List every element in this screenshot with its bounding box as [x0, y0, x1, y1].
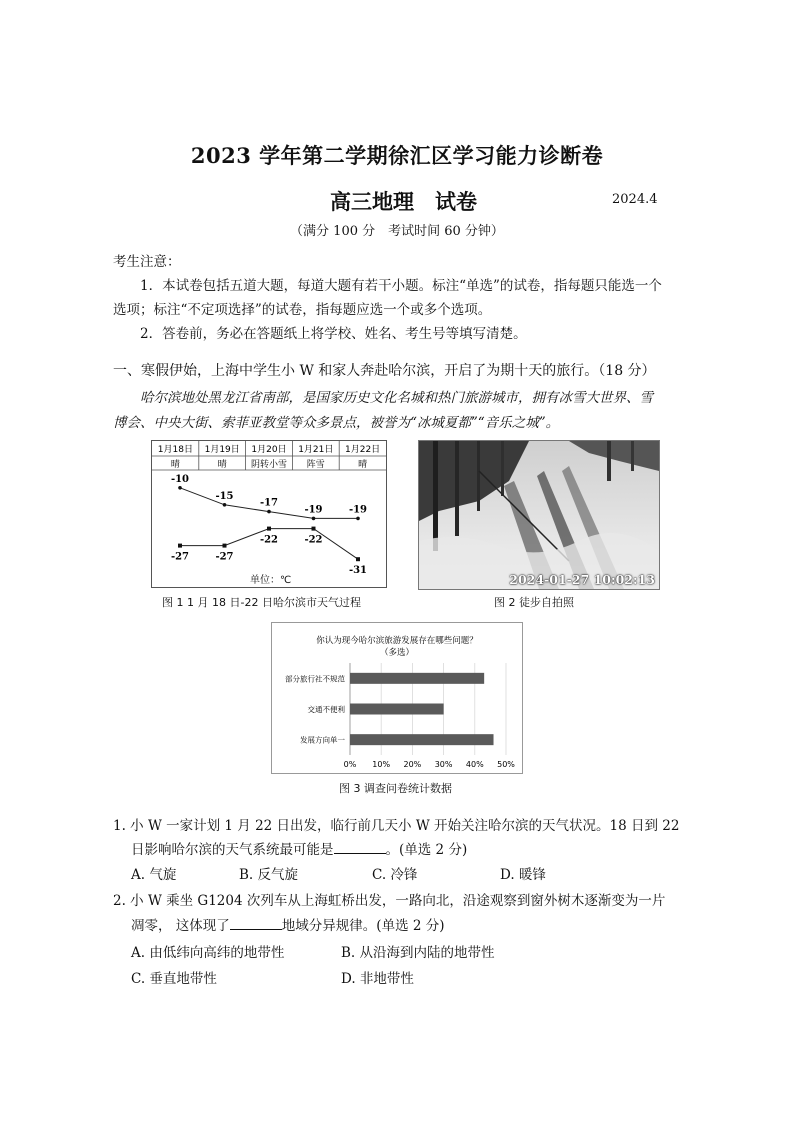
- weather-data-label: -27: [170, 551, 190, 563]
- weather-low-point: [312, 527, 316, 531]
- section-1-intro-line-1: 哈尔滨地处黑龙江省南部，是国家历史文化名城和热门旅游城市，拥有冰雪大世界、雪: [140, 390, 653, 406]
- notice-item-2: 2．答卷前，务必在答题纸上将学校、姓名、考生号等填写清楚。: [140, 326, 527, 342]
- survey-category-label: 发展方向单一: [300, 735, 345, 745]
- question-2-stem-b: 地域分异规律。(单选 2 分): [281, 918, 445, 934]
- weather-condition-label: 晴: [170, 460, 180, 470]
- weather-low-point: [178, 544, 182, 548]
- weather-high-point: [267, 510, 271, 514]
- survey-x-tick-label: 40%: [465, 760, 484, 769]
- question-1-option-c[interactable]: C. 冷锋: [372, 867, 418, 883]
- survey-chart-subtitle: （多选）: [379, 648, 415, 658]
- notice-item-1-line-1: 1．本试卷包括五道大题，每道大题有若干小题。标注“单选”的试卷，指每题只能选一个: [140, 278, 662, 294]
- question-2-line-2: [131, 916, 445, 936]
- weather-date-label: 1月21日: [298, 445, 334, 455]
- exam-subtitle: 高三地理 试卷: [330, 189, 477, 214]
- question-1-line-1: 1. 小 W 一家计划 1 月 22 日出发，临行前几天小 W 开始关注哈尔滨的天气状况。18 日到 22: [113, 818, 680, 834]
- question-2-option-b[interactable]: B. 从沿海到内陆的地带性: [341, 945, 495, 961]
- question-1-line-2: [131, 840, 467, 860]
- weather-condition-label: 晴: [358, 460, 368, 470]
- figure-3-caption: 图 3 调查问卷统计数据: [339, 782, 452, 795]
- weather-condition-label: 阴转小雪: [250, 460, 288, 470]
- notice-item-1-line-2: 选项；标注“不定项选择”的试卷，指每题应选一个或多个选项。: [113, 302, 492, 318]
- question-2-answer-blank[interactable]: [230, 917, 282, 930]
- section-1-heading: 一、寒假伊始，上海中学生小 W 和家人奔赴哈尔滨，开启了为期十天的旅行。（18 分）: [113, 363, 656, 379]
- question-2-stem-a: 凋零， 这体现了: [131, 918, 230, 934]
- photo-timestamp: 2024-01-27 10:02:13: [509, 572, 655, 587]
- question-1-stem-a: 日影响哈尔滨的天气系统最可能是: [131, 842, 334, 858]
- survey-x-tick-label: 20%: [403, 760, 422, 769]
- survey-category-label: 部分旅行社不规范: [285, 674, 345, 684]
- weather-data-label: -19: [348, 504, 368, 516]
- weather-data-label: -15: [215, 490, 234, 502]
- exam-date: 2024.4: [612, 192, 658, 207]
- question-2-option-d[interactable]: D. 非地带性: [341, 971, 414, 987]
- survey-chart: [271, 622, 523, 774]
- survey-bar: [350, 734, 494, 745]
- section-1-intro-line-2: 博会、中央大街、索菲亚教堂等众多景点，被誉为“冰城夏都”“音乐之城”。: [113, 415, 560, 431]
- weather-date-label: 1月19日: [204, 445, 240, 455]
- weather-data-label: -27: [215, 551, 234, 563]
- weather-chart-svg: [152, 441, 386, 587]
- survey-bar: [350, 704, 444, 715]
- weather-high-point: [223, 503, 227, 507]
- weather-chart-unit: 单位：℃: [250, 575, 292, 586]
- question-1-option-d[interactable]: D. 暖锋: [500, 867, 546, 883]
- question-2-option-c[interactable]: C. 垂直地带性: [131, 971, 217, 987]
- survey-x-tick-label: 30%: [434, 760, 453, 769]
- exam-info: （满分 100 分 考试时间 60 分钟）: [290, 224, 504, 239]
- survey-bar: [350, 673, 484, 684]
- weather-high-point: [356, 517, 360, 521]
- hiking-selfie-photo: [418, 440, 660, 590]
- weather-condition-label: 阵雪: [306, 460, 325, 470]
- question-2-line-1: 2. 小 W 乘坐 G1204 次列车从上海虹桥出发，一路向北，沿途观察到窗外树木逐渐变为一片: [113, 893, 666, 909]
- figure-1-caption: 图 1 1 月 18 日-22 日哈尔滨市天气过程: [162, 596, 361, 609]
- weather-low-point: [267, 527, 271, 531]
- survey-chart-title: 你认为现今哈尔滨旅游发展存在哪些问题？: [316, 636, 478, 646]
- snow-forest-illustration: [419, 441, 659, 589]
- weather-data-label: -22: [304, 534, 323, 546]
- question-1-option-a[interactable]: A. 气旋: [131, 867, 177, 883]
- weather-data-label: -22: [259, 534, 279, 546]
- survey-x-tick-label: 10%: [372, 760, 391, 769]
- question-2-option-a[interactable]: A. 由低纬向高纬的地带性: [131, 945, 285, 961]
- weather-data-label: -10: [170, 473, 190, 485]
- weather-data-label: -31: [348, 565, 368, 577]
- notice-heading: 考生注意：: [113, 254, 181, 270]
- weather-chart: [151, 440, 387, 588]
- weather-high-point: [312, 517, 316, 521]
- question-1-answer-blank[interactable]: [334, 841, 386, 854]
- survey-category-label: 交通不便利: [307, 705, 345, 714]
- weather-date-label: 1月18日: [157, 445, 193, 455]
- exam-title: 2023 学年第二学期徐汇区学习能力诊断卷: [190, 143, 604, 168]
- survey-x-tick-label: 50%: [497, 760, 515, 769]
- weather-date-label: 1月22日: [345, 445, 381, 455]
- survey-chart-svg: [272, 623, 522, 773]
- weather-condition-label: 晴: [217, 460, 227, 470]
- weather-low-point: [356, 557, 360, 561]
- weather-high-point: [178, 486, 182, 490]
- figure-2-caption: 图 2 徒步自拍照: [494, 596, 574, 609]
- weather-data-label: -17: [259, 497, 279, 509]
- question-1-stem-b: 。(单选 2 分): [385, 842, 468, 858]
- weather-date-label: 1月20日: [251, 445, 287, 455]
- question-1-option-b[interactable]: B. 反气旋: [239, 867, 299, 883]
- weather-data-label: -19: [304, 504, 323, 516]
- survey-x-tick-label: 0%: [343, 760, 357, 769]
- weather-low-point: [223, 544, 227, 548]
